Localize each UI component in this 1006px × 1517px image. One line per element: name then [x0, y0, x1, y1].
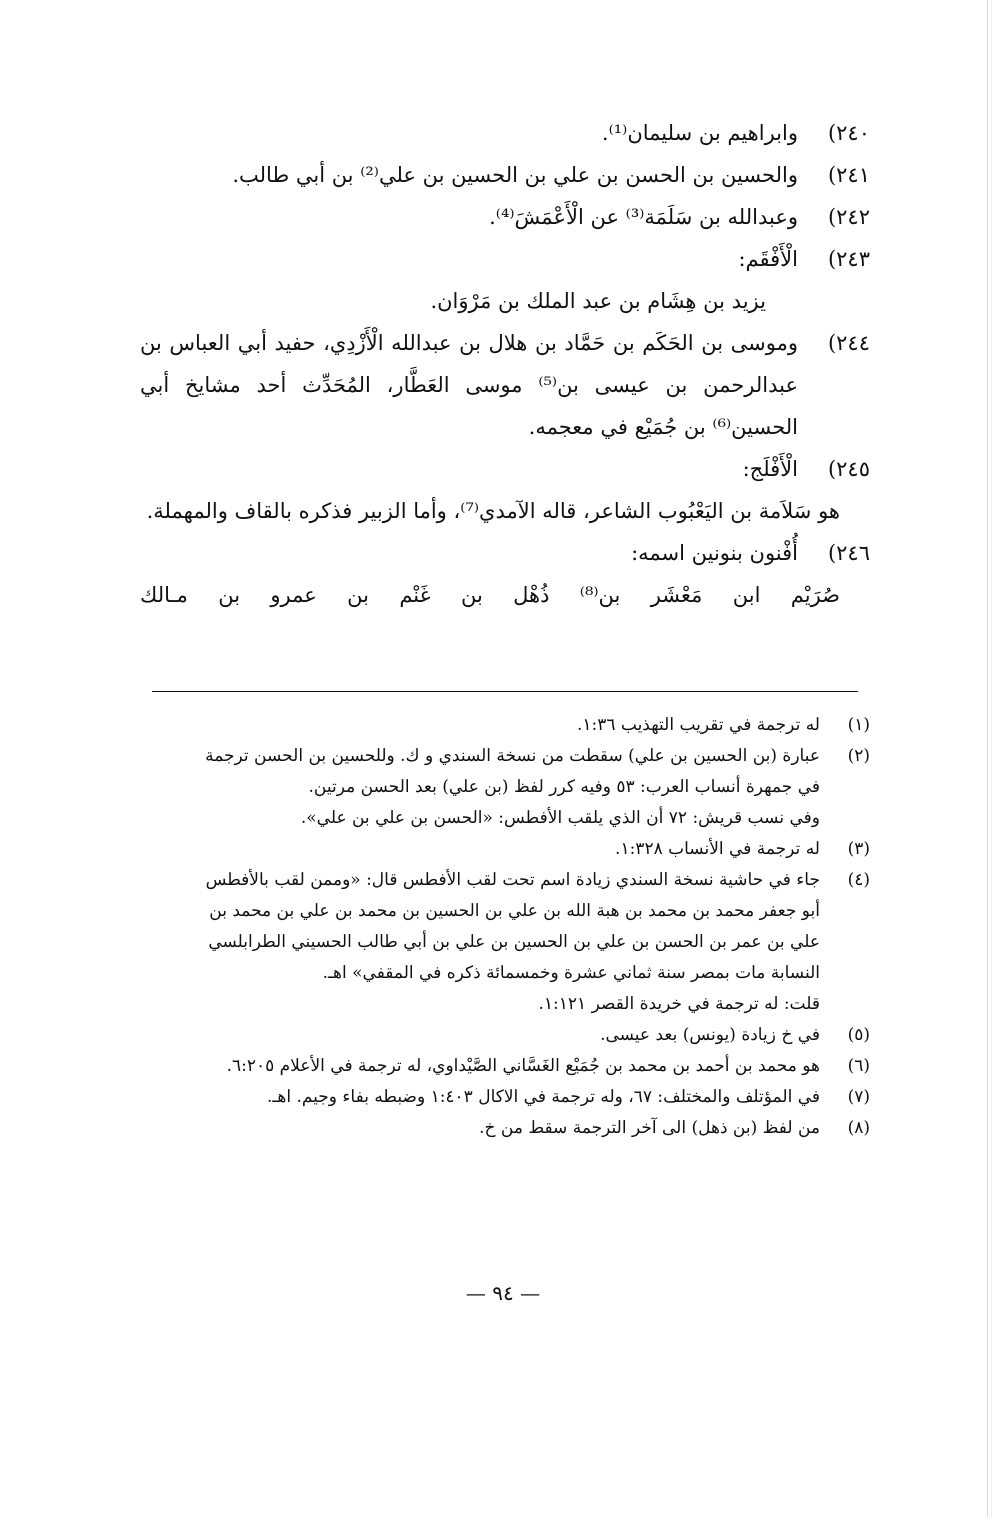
entry-text: وابراهيم بن سليمان⁽¹⁾. — [601, 121, 798, 145]
footnote-4 — [140, 865, 870, 1020]
entry-text: والحسين بن الحسن بن علي بن الحسين بن علي⁽²⁾ بن أبي طالب. — [232, 163, 798, 187]
footnote-line: هو محمد بن أحمد بن محمد بن جُمَيْع الغَسَّاني الصَّيْداوي، له ترجمة في الأعلام ٦:٢٠٥. — [226, 1056, 820, 1076]
footnote-line: له ترجمة في تقريب التهذيب ١:٣٦. — [576, 715, 820, 735]
footnote-line: جاء في حاشية نسخة السندي زيادة اسم تحت لقب الأفطس قال: «وممن لقب بالأفطس — [205, 870, 820, 890]
entry-241 — [140, 154, 870, 196]
entry-text: وعبدالله بن سَلَمَة⁽³⁾ عن الْأَعْمَشَ⁽⁴⁾. — [489, 205, 798, 229]
footnote-line: علي بن عمر بن الحسن بن علي بن الحسين بن علي بن أبي طالب الحسيني الطرابلسي — [208, 932, 820, 952]
scan-edge-line — [987, 0, 988, 1517]
scan-edge-line-faint — [991, 0, 992, 1517]
footnote-line: في المؤتلف والمختلف: ٦٧، وله ترجمة في الاكال ١:٤٠٣ وضبطه بفاء وجيم. اهـ. — [266, 1087, 820, 1107]
footnote-5 — [140, 1020, 870, 1051]
footnote-line: قلت: له ترجمة في خريدة القصر ١:١٢١. — [538, 994, 820, 1014]
footnote-divider — [152, 691, 858, 692]
entry-text: صُرَيْم ابن مَعْشَر بن⁽⁸⁾ ذُهْل بن غَنْم بن عمرو بن مـالك — [140, 583, 841, 607]
entry-243-body — [140, 280, 870, 322]
footnote-number: (٥) — [847, 1025, 870, 1045]
entry-number: ٢٤٥) — [827, 457, 870, 481]
footnote-number: (٧) — [847, 1087, 870, 1107]
entry-number: ٢٤٦) — [827, 541, 870, 565]
page-number: — ٩٤ — — [465, 1281, 541, 1305]
entry-246 — [140, 532, 870, 574]
entry-number: ٢٤١) — [827, 163, 870, 187]
entry-text: وموسى بن الحَكَم بن حَمَّاد بن هلال بن عبدالله الْأَزْدِي، حفيد أبي العباس بن عبدالرحمن بن عيسى بن⁽⁵⁾ موسى العَطَّار، المُحَدِّث أحد مشايخ أبي الحسين⁽⁶⁾ بن جُمَيْع في معجمه. — [140, 331, 798, 439]
footnote-number: (٤) — [847, 870, 870, 890]
entry-243 — [140, 238, 870, 280]
footnote-8 — [140, 1113, 870, 1144]
footnote-number: (٦) — [847, 1056, 870, 1076]
footnote-1 — [140, 710, 870, 741]
entry-text: يزيد بن هِشَام بن عبد الملك بن مَرْوَان. — [430, 289, 766, 313]
entry-number: ٢٤٤) — [827, 331, 870, 355]
footnote-line: وفي نسب قريش: ٧٢ أن الذي يلقب الأفطس: «الحسن بن علي بن علي». — [300, 808, 820, 828]
footnote-number: (٢) — [847, 746, 870, 766]
entry-heading: الْأَفْقَم: — [738, 247, 798, 271]
entry-245 — [140, 448, 870, 490]
main-text — [140, 112, 870, 616]
entry-number: ٢٤٢) — [827, 205, 870, 229]
footnote-3 — [140, 834, 870, 865]
entry-heading: أُفْنون بنونين اسمه: — [631, 541, 798, 565]
footnote-line: في جمهرة أنساب العرب: ٥٣ وفيه كرر لفظ (بن علي) بعد الحسن مرتين. — [308, 777, 820, 797]
entry-245-body — [140, 490, 870, 532]
footnote-line: النسابة مات بمصر سنة ثماني عشرة وخمسمائة ذكره في المقفي» اهـ. — [322, 963, 820, 983]
footnotes — [140, 710, 870, 1144]
footnote-2 — [140, 741, 870, 834]
footnote-line: عبارة (بن الحسين بن علي) سقطت من نسخة السندي و ك. وللحسين بن الحسن ترجمة — [205, 746, 820, 766]
footnote-number: (٣) — [847, 839, 870, 859]
entry-240 — [140, 112, 870, 154]
footnote-line: في خ زيادة (يونس) بعد عيسى. — [600, 1025, 820, 1045]
entry-242 — [140, 196, 870, 238]
footnote-line: من لفظ (بن ذهل) الى آخر الترجمة سقط من خ. — [479, 1118, 820, 1138]
entry-heading: الْأَفْلَج: — [742, 457, 798, 481]
entry-246-body — [140, 574, 870, 616]
entry-number: ٢٤٠) — [827, 121, 870, 145]
footnote-7 — [140, 1082, 870, 1113]
entry-text: هو سَلاَمة بن اليَعْبُوب الشاعر، قاله الآمدي⁽⁷⁾، وأما الزبير فذكره بالقاف والمهملة. — [146, 499, 840, 523]
footnote-line: أبو جعفر محمد بن محمد بن هبة الله بن علي بن الحسين بن محمد بن علي بن محمد بن — [209, 901, 820, 921]
footnote-6 — [140, 1051, 870, 1082]
entry-number: ٢٤٣) — [827, 247, 870, 271]
footnote-number: (١) — [847, 715, 870, 735]
entry-244 — [140, 322, 870, 448]
footnote-line: له ترجمة في الأنساب ١:٣٢٨. — [615, 839, 820, 859]
footnote-number: (٨) — [847, 1118, 870, 1138]
